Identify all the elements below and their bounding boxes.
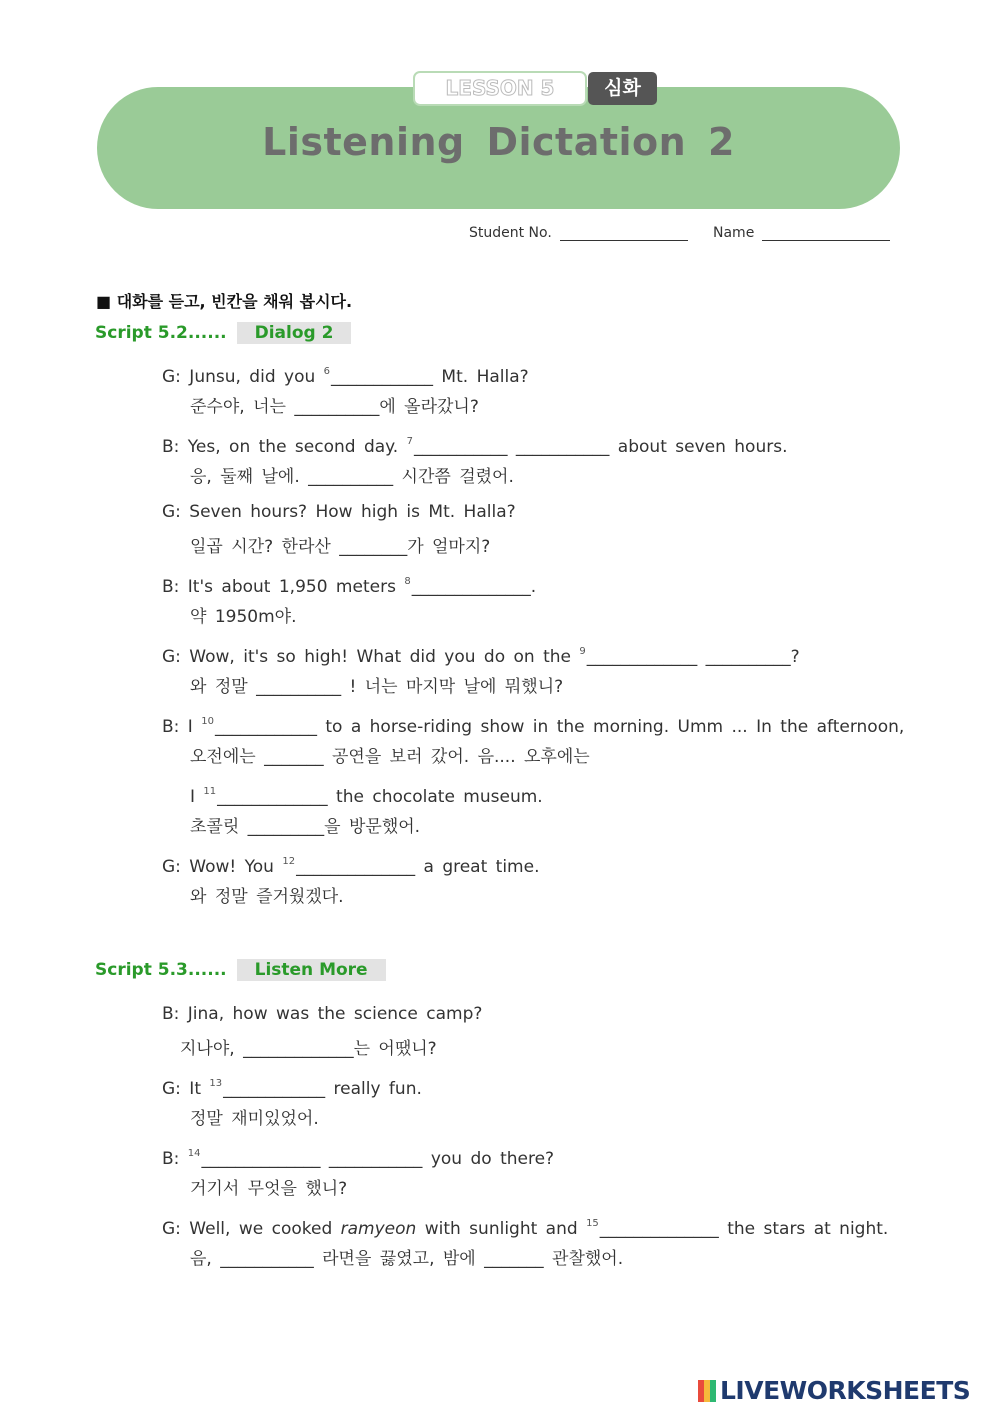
page-title: Listening Dictation 2 <box>262 120 735 164</box>
name-label: Name <box>713 225 755 241</box>
line-text: ______________ ___________ you do there? <box>201 1149 555 1169</box>
translation-line <box>162 813 904 848</box>
translation-line <box>162 1105 888 1140</box>
student-no-label: Student No. <box>469 225 552 241</box>
translation-line <box>162 603 904 638</box>
dialog-line <box>162 1140 888 1175</box>
instruction: ■ 대화를 듣고, 빈칸을 채워 봅시다. <box>96 292 353 311</box>
name-line[interactable] <box>762 225 890 241</box>
line-text: B: Jina, how was the science camp? <box>162 1004 483 1024</box>
line-text: 일곱 시간? 한라산 ________가 얼마지? <box>190 537 491 557</box>
student-no-field[interactable] <box>469 225 688 241</box>
line-text: 와 정말 __________ ! 너는 마지막 날에 뭐했니? <box>190 677 564 697</box>
line-text: 준수야, 너는 __________에 올라갔니? <box>190 397 479 417</box>
line-text: B: It's about 1,950 meters <box>162 577 405 597</box>
translation-line <box>162 533 904 568</box>
blank-number: 8 <box>404 576 411 587</box>
line-text: _____________ the chocolate museum. <box>217 787 543 807</box>
dialog-lines <box>162 358 904 918</box>
level-badge: 심화 <box>588 72 657 105</box>
script-heading-1 <box>95 322 351 344</box>
line-text: G: Wow! You <box>162 857 283 877</box>
liveworksheets-logo <box>698 1376 970 1405</box>
line-text: ______________. <box>411 577 537 597</box>
line-text: 오전에는 _______ 공연을 보러 갔어. 음.... 오후에는 <box>190 747 590 767</box>
blank-number: 10 <box>201 716 214 727</box>
dialog-line <box>162 1000 888 1035</box>
script-label: Script 5.3...... <box>95 960 227 980</box>
blank-number: 12 <box>282 856 296 867</box>
dialog-line <box>162 568 904 603</box>
line-text: G: Wow, it's so high! What did you do on the <box>162 647 580 667</box>
line-text: B: Yes, on the second day. <box>162 437 407 457</box>
translation-line <box>162 463 904 498</box>
line-text: with sunlight and <box>416 1219 587 1239</box>
dialog-line <box>162 1210 888 1245</box>
line-text: 음, ___________ 라면을 끓였고, 밤에 _______ 관찰했어. <box>190 1249 624 1269</box>
blank-number: 15 <box>586 1218 599 1229</box>
line-text: _____________ __________? <box>586 647 800 667</box>
line-text: 초콜릿 _________을 방문했어. <box>190 817 421 837</box>
line-text: G: Junsu, did you <box>162 367 324 387</box>
dialog-line <box>162 638 904 673</box>
line-text: ____________ to a horse-riding show in the morning. Umm ... In the afternoon, <box>214 717 905 737</box>
line-text: 응, 둘째 날에. __________ 시간쯤 걸렸어. <box>190 467 514 487</box>
lesson-label: LESSON 5 <box>413 71 587 106</box>
line-text: B: <box>162 1149 188 1169</box>
blank-number: 13 <box>209 1078 223 1089</box>
line-text: ______________ the stars at night. <box>599 1219 889 1239</box>
line-text: 와 정말 즐거웠겠다. <box>190 887 344 907</box>
dialog-line <box>162 708 904 743</box>
script-label: Script 5.2...... <box>95 323 227 343</box>
script-tag: Listen More <box>237 959 386 981</box>
translation-line <box>162 883 904 918</box>
translation-line <box>162 1175 888 1210</box>
script-tag: Dialog 2 <box>237 322 352 344</box>
line-text: 지나야, _____________는 어땠니? <box>180 1039 437 1059</box>
dialog-line <box>162 1070 888 1105</box>
translation-line <box>162 1245 888 1280</box>
line-text: ___________ ___________ about seven hours. <box>414 437 788 457</box>
listen-more-lines <box>162 1000 888 1280</box>
line-text: 약 1950m야. <box>190 607 297 627</box>
line-text: B: I <box>162 717 202 737</box>
line-text: ____________ really fun. <box>223 1079 422 1099</box>
dialog-line <box>162 848 904 883</box>
line-text: G: It <box>162 1079 210 1099</box>
logo-icon <box>698 1380 716 1402</box>
student-no-line[interactable] <box>560 225 688 241</box>
dialog-line <box>162 358 904 393</box>
dialog-line <box>162 428 904 463</box>
blank-number: 14 <box>187 1148 201 1159</box>
blank-number: 9 <box>579 646 586 657</box>
line-text: ____________ Mt. Halla? <box>331 367 529 387</box>
translation-line <box>162 673 904 708</box>
line-text: G: Well, we cooked <box>162 1219 341 1239</box>
line-text: I <box>190 787 204 807</box>
dialog-line <box>162 498 904 533</box>
translation-line <box>162 743 904 778</box>
translation-line <box>162 393 904 428</box>
blank-number: 11 <box>203 786 217 797</box>
line-text: 거기서 무엇을 했니? <box>190 1179 348 1199</box>
blank-number: 7 <box>406 436 413 447</box>
name-field[interactable] <box>713 225 890 241</box>
logo-text: LIVEWORKSHEETS <box>720 1376 971 1405</box>
blank-number: 6 <box>323 366 331 377</box>
italic-word: ramyeon <box>340 1219 417 1239</box>
translation-line <box>162 1035 888 1070</box>
script-heading-2 <box>95 959 386 981</box>
line-text: 정말 재미있었어. <box>190 1109 319 1129</box>
translation-line <box>162 778 904 813</box>
line-text: ______________ a great time. <box>296 857 540 877</box>
line-text: G: Seven hours? How high is Mt. Halla? <box>162 502 516 522</box>
